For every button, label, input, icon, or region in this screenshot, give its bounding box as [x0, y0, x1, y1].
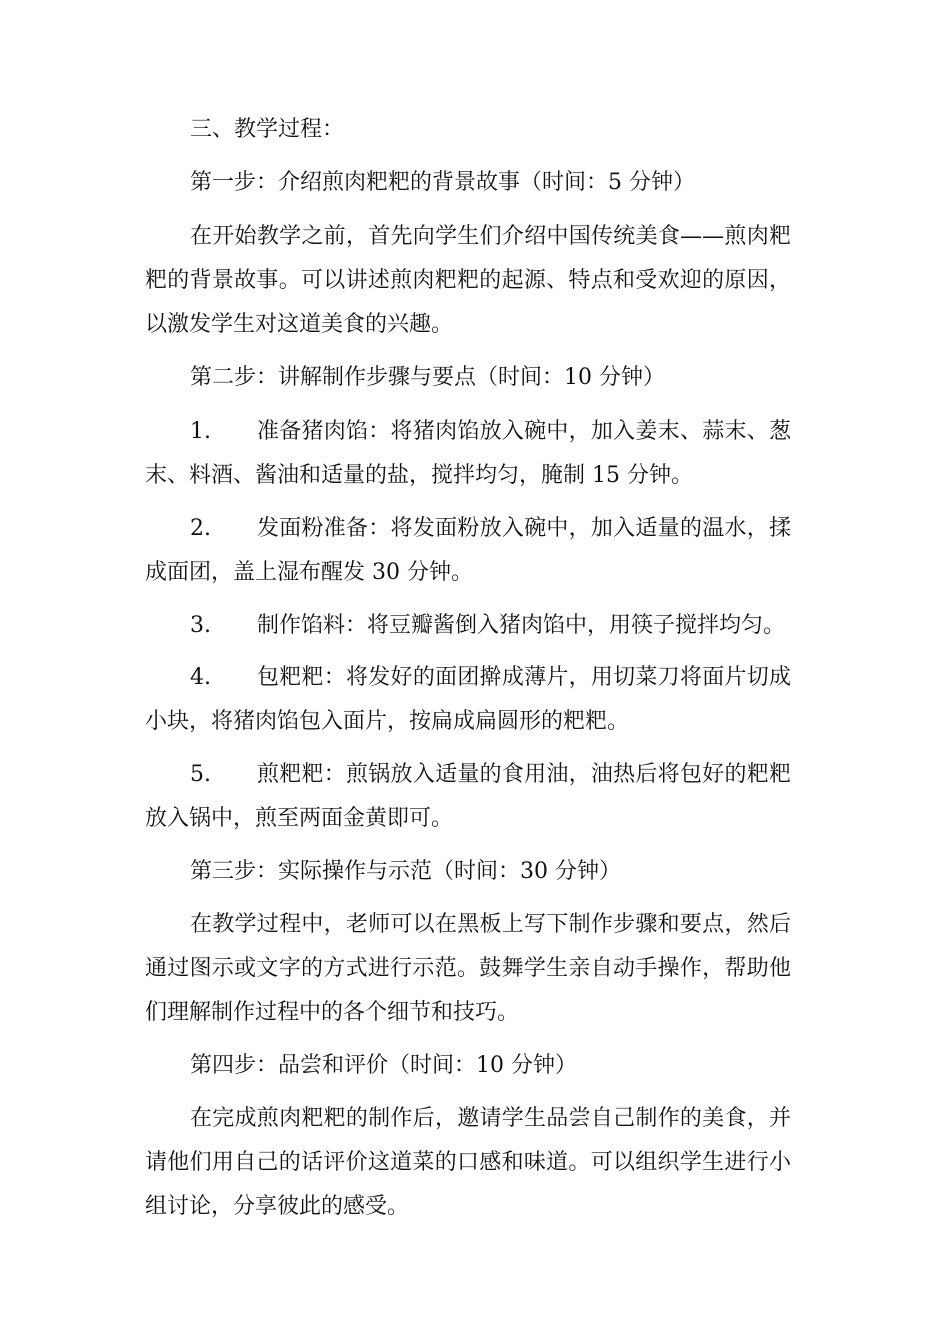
step4-paragraph-line: 请他们用自己的话评价这道菜的口感和味道。可以组织学生进行小 [145, 1150, 791, 1175]
step4-paragraph-line: 组讨论，分享彼此的感受。 [145, 1194, 410, 1219]
step3-heading: 第三步：实际操作与示范（时间：30 分钟） [190, 859, 621, 884]
step1-paragraph-line: 粑的背景故事。可以讲述煎肉粑粑的起源、特点和受欢迎的原因， [145, 268, 791, 293]
step4-paragraph-line: 在完成煎肉粑粑的制作后，邀请学生品尝自己制作的美食，并 [190, 1106, 791, 1131]
step1-paragraph-line: 在开始教学之前，首先向学生们介绍中国传统美食——煎肉粑 [190, 224, 791, 249]
step3-paragraph-line: 们理解制作过程中的各个细节和技巧。 [145, 1000, 520, 1025]
section-heading: 三、教学过程： [190, 117, 345, 142]
step3-paragraph-line: 通过图示或文字的方式进行示范。鼓舞学生亲自动手操作，帮助他 [145, 956, 791, 981]
list-item-line: 末、料酒、酱油和适量的盐，搅拌均匀，腌制 15 分钟。 [145, 463, 693, 488]
list-item-line: 准备猪肉馅：将猪肉馅放入碗中，加入姜末、蒜末、葱 [257, 419, 791, 444]
step4-heading: 第四步：品尝和评价（时间：10 分钟） [190, 1053, 577, 1078]
step3-paragraph-line: 在教学过程中，老师可以在黑板上写下制作步骤和要点，然后 [190, 912, 791, 937]
list-item-number: 5. [190, 762, 211, 787]
list-item-line: 煎粑粑：煎锅放入适量的食用油，油热后将包好的粑粑 [257, 762, 791, 787]
step2-heading: 第二步：讲解制作步骤与要点（时间：10 分钟） [190, 365, 665, 390]
list-item-number: 3. [190, 613, 211, 638]
list-item-line: 成面团，盖上湿布醒发 30 分钟。 [145, 560, 473, 585]
list-item-line: 包粑粑：将发好的面团擀成薄片，用切菜刀将面片切成 [257, 665, 791, 690]
step1-paragraph-line: 以激发学生对这道美食的兴趣。 [145, 312, 454, 337]
list-item-line: 发面粉准备：将发面粉放入碗中，加入适量的温水，揉 [257, 516, 791, 541]
list-item-line: 小块，将猪肉馅包入面片，按扁成扁圆形的粑粑。 [145, 709, 630, 734]
list-item-line: 放入锅中，煎至两面金黄即可。 [145, 806, 454, 831]
list-item-number: 1. [190, 419, 211, 444]
list-item-number: 4. [190, 665, 211, 690]
list-item-line: 制作馅料：将豆瓣酱倒入猪肉馅中，用筷子搅拌均匀。 [257, 613, 786, 638]
step1-heading: 第一步：介绍煎肉粑粑的背景故事（时间：5 分钟） [190, 170, 695, 195]
list-item-number: 2. [190, 516, 211, 541]
